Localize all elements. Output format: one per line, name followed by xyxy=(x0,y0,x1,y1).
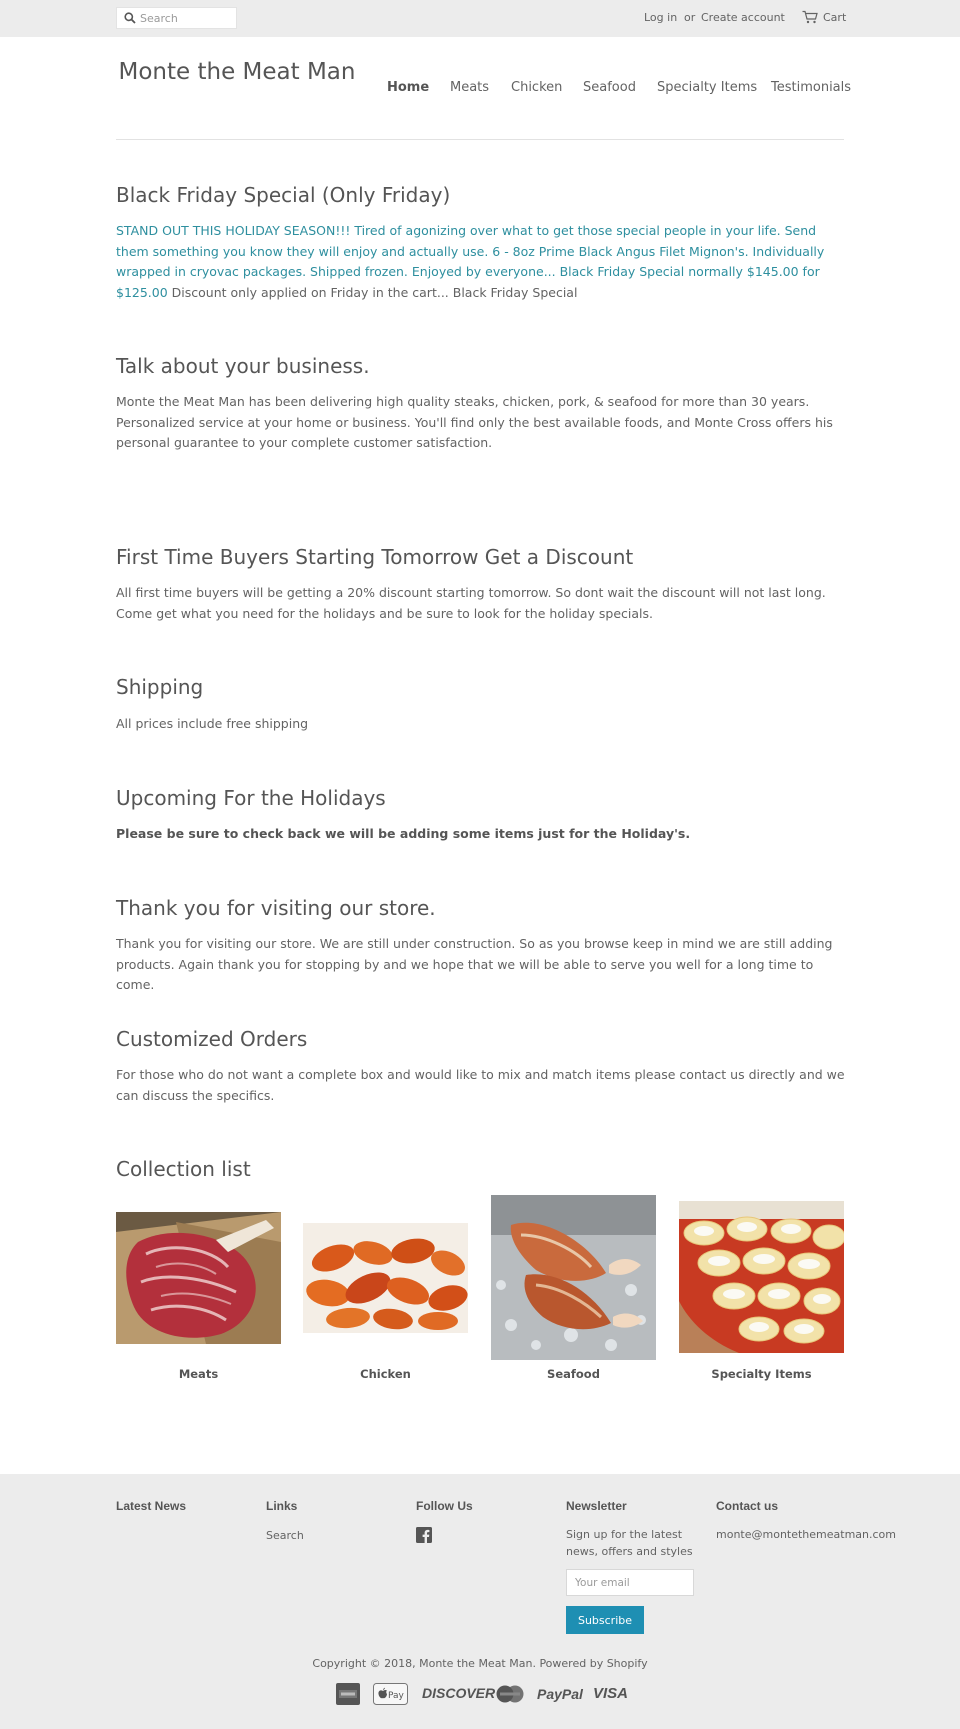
paypal-icon: PayPal xyxy=(537,1686,583,1702)
cart-link[interactable]: Cart xyxy=(823,11,847,24)
collection-label-specialty-items[interactable]: Specialty Items xyxy=(711,1367,812,1381)
or-text: or xyxy=(684,11,696,24)
first-time-title: First Time Buyers Starting Tomorrow Get a Discount xyxy=(116,545,634,569)
holidays-text: Please be sure to check back we will be adding some items just for the Holiday's. xyxy=(116,826,691,841)
holidays-title: Upcoming For the Holidays xyxy=(116,786,386,810)
collection-label-meats[interactable]: Meats xyxy=(178,1367,219,1381)
site-logo[interactable]: Monte the Meat Man xyxy=(118,59,356,85)
footer-search-link[interactable]: Search xyxy=(266,1529,304,1542)
top-bar xyxy=(0,0,960,37)
footer-contact-title: Contact us xyxy=(716,1499,779,1513)
collection-seafood[interactable] xyxy=(491,1195,656,1360)
custom-orders-text: For those who do not want a complete box and would like to mix and match items please contact us directly and we can discuss the specifics. xyxy=(116,1067,845,1103)
login-link[interactable]: Log in xyxy=(644,11,678,24)
discover-icon: DISCOVER xyxy=(422,1685,496,1701)
business-title: Talk about your business. xyxy=(116,354,370,378)
search-box[interactable] xyxy=(116,7,237,29)
create-account-link[interactable]: Create account xyxy=(701,11,785,24)
nav-chicken[interactable]: Chicken xyxy=(511,80,563,95)
footer-follow-title: Follow Us xyxy=(416,1499,473,1513)
apple-pay-icon xyxy=(373,1683,408,1705)
visa-icon: VISA xyxy=(593,1685,629,1702)
collection-label-chicken[interactable]: Chicken xyxy=(360,1367,411,1381)
search-icon[interactable] xyxy=(124,12,136,24)
footer-newsletter-title: Newsletter xyxy=(566,1499,627,1513)
collection-specialty-items[interactable] xyxy=(679,1201,844,1353)
thanks-title: Thank you for visiting our store. xyxy=(116,896,436,920)
apple-pay-label: Pay xyxy=(388,1691,404,1701)
black-friday-note: Discount only applied on Friday in the cart... Black Friday Special xyxy=(167,284,578,300)
nav-meats[interactable]: Meats xyxy=(450,80,490,95)
nav-seafood[interactable]: Seafood xyxy=(583,80,636,95)
specialty-items-image[interactable] xyxy=(679,1201,844,1353)
footer-links-title: Links xyxy=(266,1499,298,1513)
collection-label-seafood[interactable]: Seafood xyxy=(547,1367,600,1381)
nav-testimonials[interactable]: Testimonials xyxy=(771,80,852,95)
facebook-icon[interactable] xyxy=(416,1527,432,1543)
header-divider xyxy=(116,139,844,140)
black-friday-title: Black Friday Special (Only Friday) xyxy=(116,183,451,207)
chicken-image[interactable] xyxy=(303,1223,468,1333)
first-time-text: All first time buyers will be getting a 20% discount starting tomorrow. So dont wait the discount will not last long. Come get what you need for the holidays and be sure to look for the holiday specials. xyxy=(116,585,826,621)
nav-specialty-items[interactable]: Specialty Items xyxy=(657,80,758,95)
collection-chicken[interactable] xyxy=(303,1223,468,1333)
seafood-image[interactable] xyxy=(491,1195,656,1360)
collection-meats[interactable] xyxy=(116,1212,281,1344)
custom-orders-title: Customized Orders xyxy=(116,1027,308,1051)
nav-home[interactable]: Home xyxy=(387,80,430,95)
footer-latest-news-title: Latest News xyxy=(116,1499,187,1513)
subscribe-button[interactable]: Subscribe xyxy=(566,1606,644,1634)
black-friday-promo[interactable]: STAND OUT THIS HOLIDAY SEASON!!! Tired of agonizing over what to get those special people in your life. Send them something you know they will enjoy and actually use. 6 - 8oz Prime Black Angus Filet Mignon's. Individually wrapped in cryovac packages. Shipped frozen. Enjoyed by everyone... Black Friday Special normally $145.00 for $125.00 xyxy=(116,223,825,300)
mastercard-icon xyxy=(496,1685,524,1703)
black-friday-text xyxy=(116,221,846,303)
collection-list-title: Collection list xyxy=(116,1157,251,1181)
newsletter-text: Sign up for the latest news, offers and styles xyxy=(566,1528,693,1558)
contact-email[interactable]: monte@montethemeatman.com xyxy=(716,1528,897,1541)
copyright: Copyright © 2018, Monte the Meat Man. Powered by Shopify xyxy=(312,1657,648,1670)
american-express-icon xyxy=(336,1683,360,1705)
shipping-title: Shipping xyxy=(116,675,204,699)
meats-image[interactable] xyxy=(116,1212,281,1344)
cart-icon[interactable] xyxy=(802,10,818,24)
newsletter-email-input[interactable] xyxy=(566,1569,694,1596)
business-text: Monte the Meat Man has been delivering high quality steaks, chicken, pork, & seafood for more than 30 years. Personalized service at your home or business. You'll find only the best available foods, and Monte Cross offers his personal guarantee to your complete customer satisfaction. xyxy=(116,394,833,450)
shipping-text: All prices include free shipping xyxy=(116,716,309,731)
thanks-text: Thank you for visiting our store. We are still under construction. So as you browse keep in mind we are still adding products. Again thank you for stopping by and we hope that we will be able to serve you well for a long time to come. xyxy=(116,936,833,992)
search-input[interactable] xyxy=(140,9,234,27)
